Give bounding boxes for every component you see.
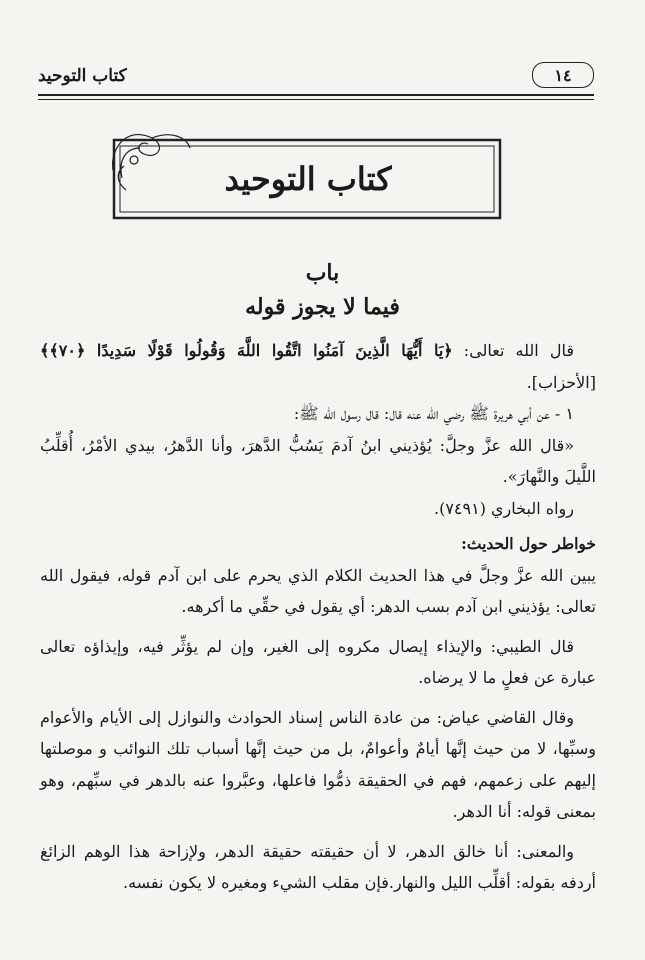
header-rule-thin	[38, 99, 594, 100]
hadith-source: رواه البخاري (٧٤٩١).	[434, 498, 574, 518]
running-header	[38, 62, 594, 92]
paragraph: قال الطيبي: والإيذاء إيصال مكروه إلى الغير، وإن لم يؤثِّر فيه، وإيذاؤه تعالى عبارة عن فعلٍ ما لا يرضاه.	[40, 636, 596, 687]
chapter-title: فيما لا يجوز قوله	[245, 294, 400, 320]
paragraph: يبين الله عزَّ وجلَّ في هذا الحديث الكلام الذي يحرم على ابن آدم قوله، فيقول الله تعالى: يؤذيني ابن آدم بسب الدهر: أي يقول في حقِّي ما أكرهه.	[40, 565, 596, 616]
title-frame	[112, 130, 504, 220]
section-heading: خواطر حول الحديث:	[461, 534, 596, 553]
paragraph	[40, 335, 596, 398]
paragraph: ١ - عن أبي هريرة ﷺ رضي الله عنه قال: قال رسول الله ﷺ:	[293, 404, 574, 423]
chapter-label: باب	[305, 260, 340, 286]
paragraph: وقال القاضي عياض: من عادة الناس إسناد الحوادث والنوازل إلى الأيام والأعوام وسبِّها، لا من حيث إنَّها أيامٌ وأعوامٌ، بل من حيث إنَّها أسباب تلك النوائب و موصلتها إليهم على زعمهم، فهم في الحقيقة ذمُّوا فاعلها، وعبَّروا عنه بالدهر في سبِّهم، وهو بمعنى قوله: أنا الدهر.	[40, 707, 597, 821]
page-number: ١٤	[532, 62, 594, 88]
book-title: كتاب التوحيد	[224, 160, 392, 198]
quran-verse: ﴿يَا أَيُّهَا الَّذِينَ آمَنُوا اتَّقُوا اللَّهَ وَقُولُوا قَوْلًا سَدِيدًا ﴿٧٠﴾﴾	[40, 341, 453, 360]
header-book-name: كتاب التوحيد	[38, 66, 127, 86]
paragraph: والمعنى: أنا خالق الدهر، لا أن حقيقته حقيقة الدهر، ولإزاحة هذا الوهم الزائغ أردفه بقوله: أقلِّب الليل والنهار.فإن مقلب الشيء ومغيره لا يكون نفسه.	[40, 841, 596, 892]
header-rule-thick	[38, 94, 594, 96]
verse-source: [الأحزاب].	[526, 372, 596, 392]
verse-intro: قال الله تعالى:	[452, 341, 575, 360]
body-text	[40, 335, 596, 899]
hadith-text: «قال الله عزَّ وجلَّ: يُؤذيني ابنُ آدمَ يَسُبُّ الدَّهرَ، وأنا الدَّهرُ، بيدي الأمْرُ، أُقلِّبُ اللَّيلَ والنَّهارَ».	[40, 435, 596, 486]
